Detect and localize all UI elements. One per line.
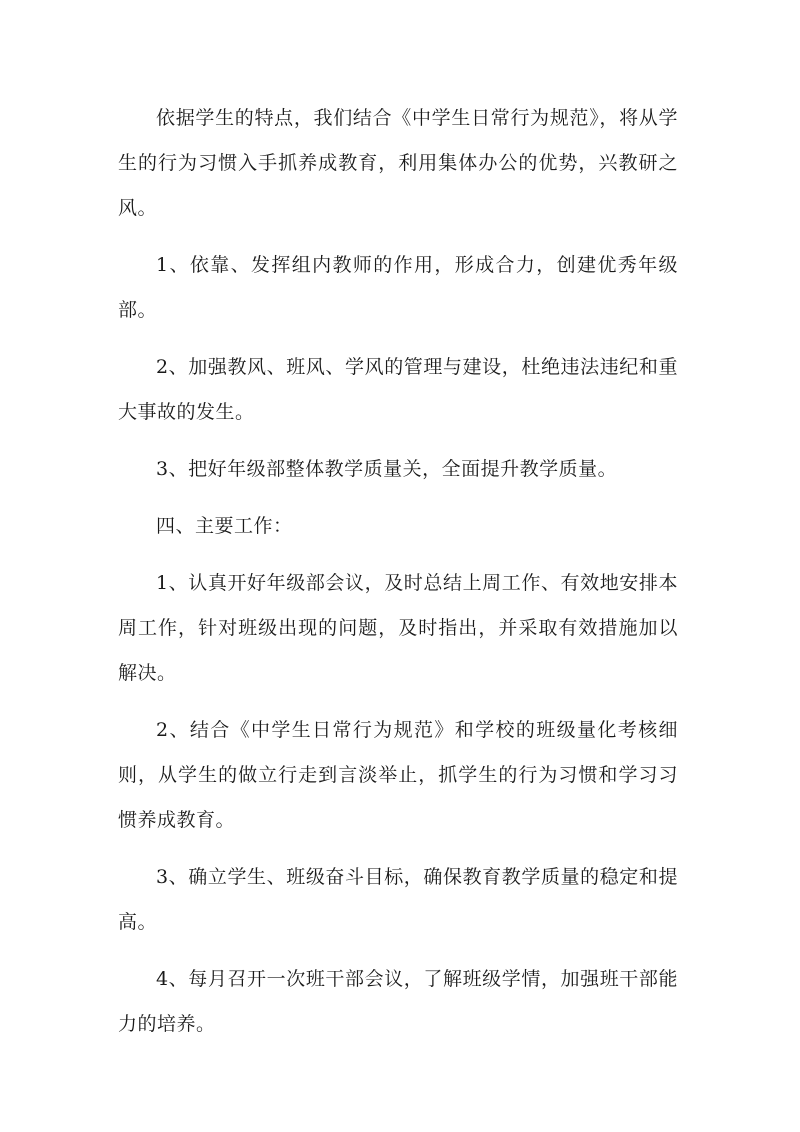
work-item-2: 2、结合《中学生日常行为规范》和学校的班级量化考核细则，从学生的做立行走到言淡举止，抓学生的行为习惯和学习习惯养成教育。 bbox=[118, 719, 678, 831]
work-item-3: 3、确立学生、班级奋斗目标，确保教育教学质量的稳定和提高。 bbox=[118, 866, 678, 933]
work-item-4: 4、每月召开一次班干部会议，了解班级学情，加强班干部能力的培养。 bbox=[118, 968, 678, 1035]
document-body bbox=[118, 96, 678, 1059]
goal-item-1: 1、依靠、发挥组内教师的作用，形成合力，创建优秀年级部。 bbox=[118, 254, 678, 321]
goal-item-3: 3、把好年级部整体教学质量关，全面提升教学质量。 bbox=[156, 458, 618, 480]
work-item-1: 1、认真开好年级部会议，及时总结上周工作、有效地安排本周工作，针对班级出现的问题，及时指出，并采取有效措施加以解决。 bbox=[118, 572, 678, 684]
section-heading-main-work: 四、主要工作： bbox=[156, 515, 293, 537]
intro-paragraph: 依据学生的特点，我们结合《中学生日常行为规范》，将从学生的行为习惯入手抓养成教育，利用集体办公的优势，兴教研之风。 bbox=[118, 107, 678, 219]
goal-item-2: 2、加强教风、班风、学风的管理与建设，杜绝违法违纪和重大事故的发生。 bbox=[118, 356, 678, 423]
